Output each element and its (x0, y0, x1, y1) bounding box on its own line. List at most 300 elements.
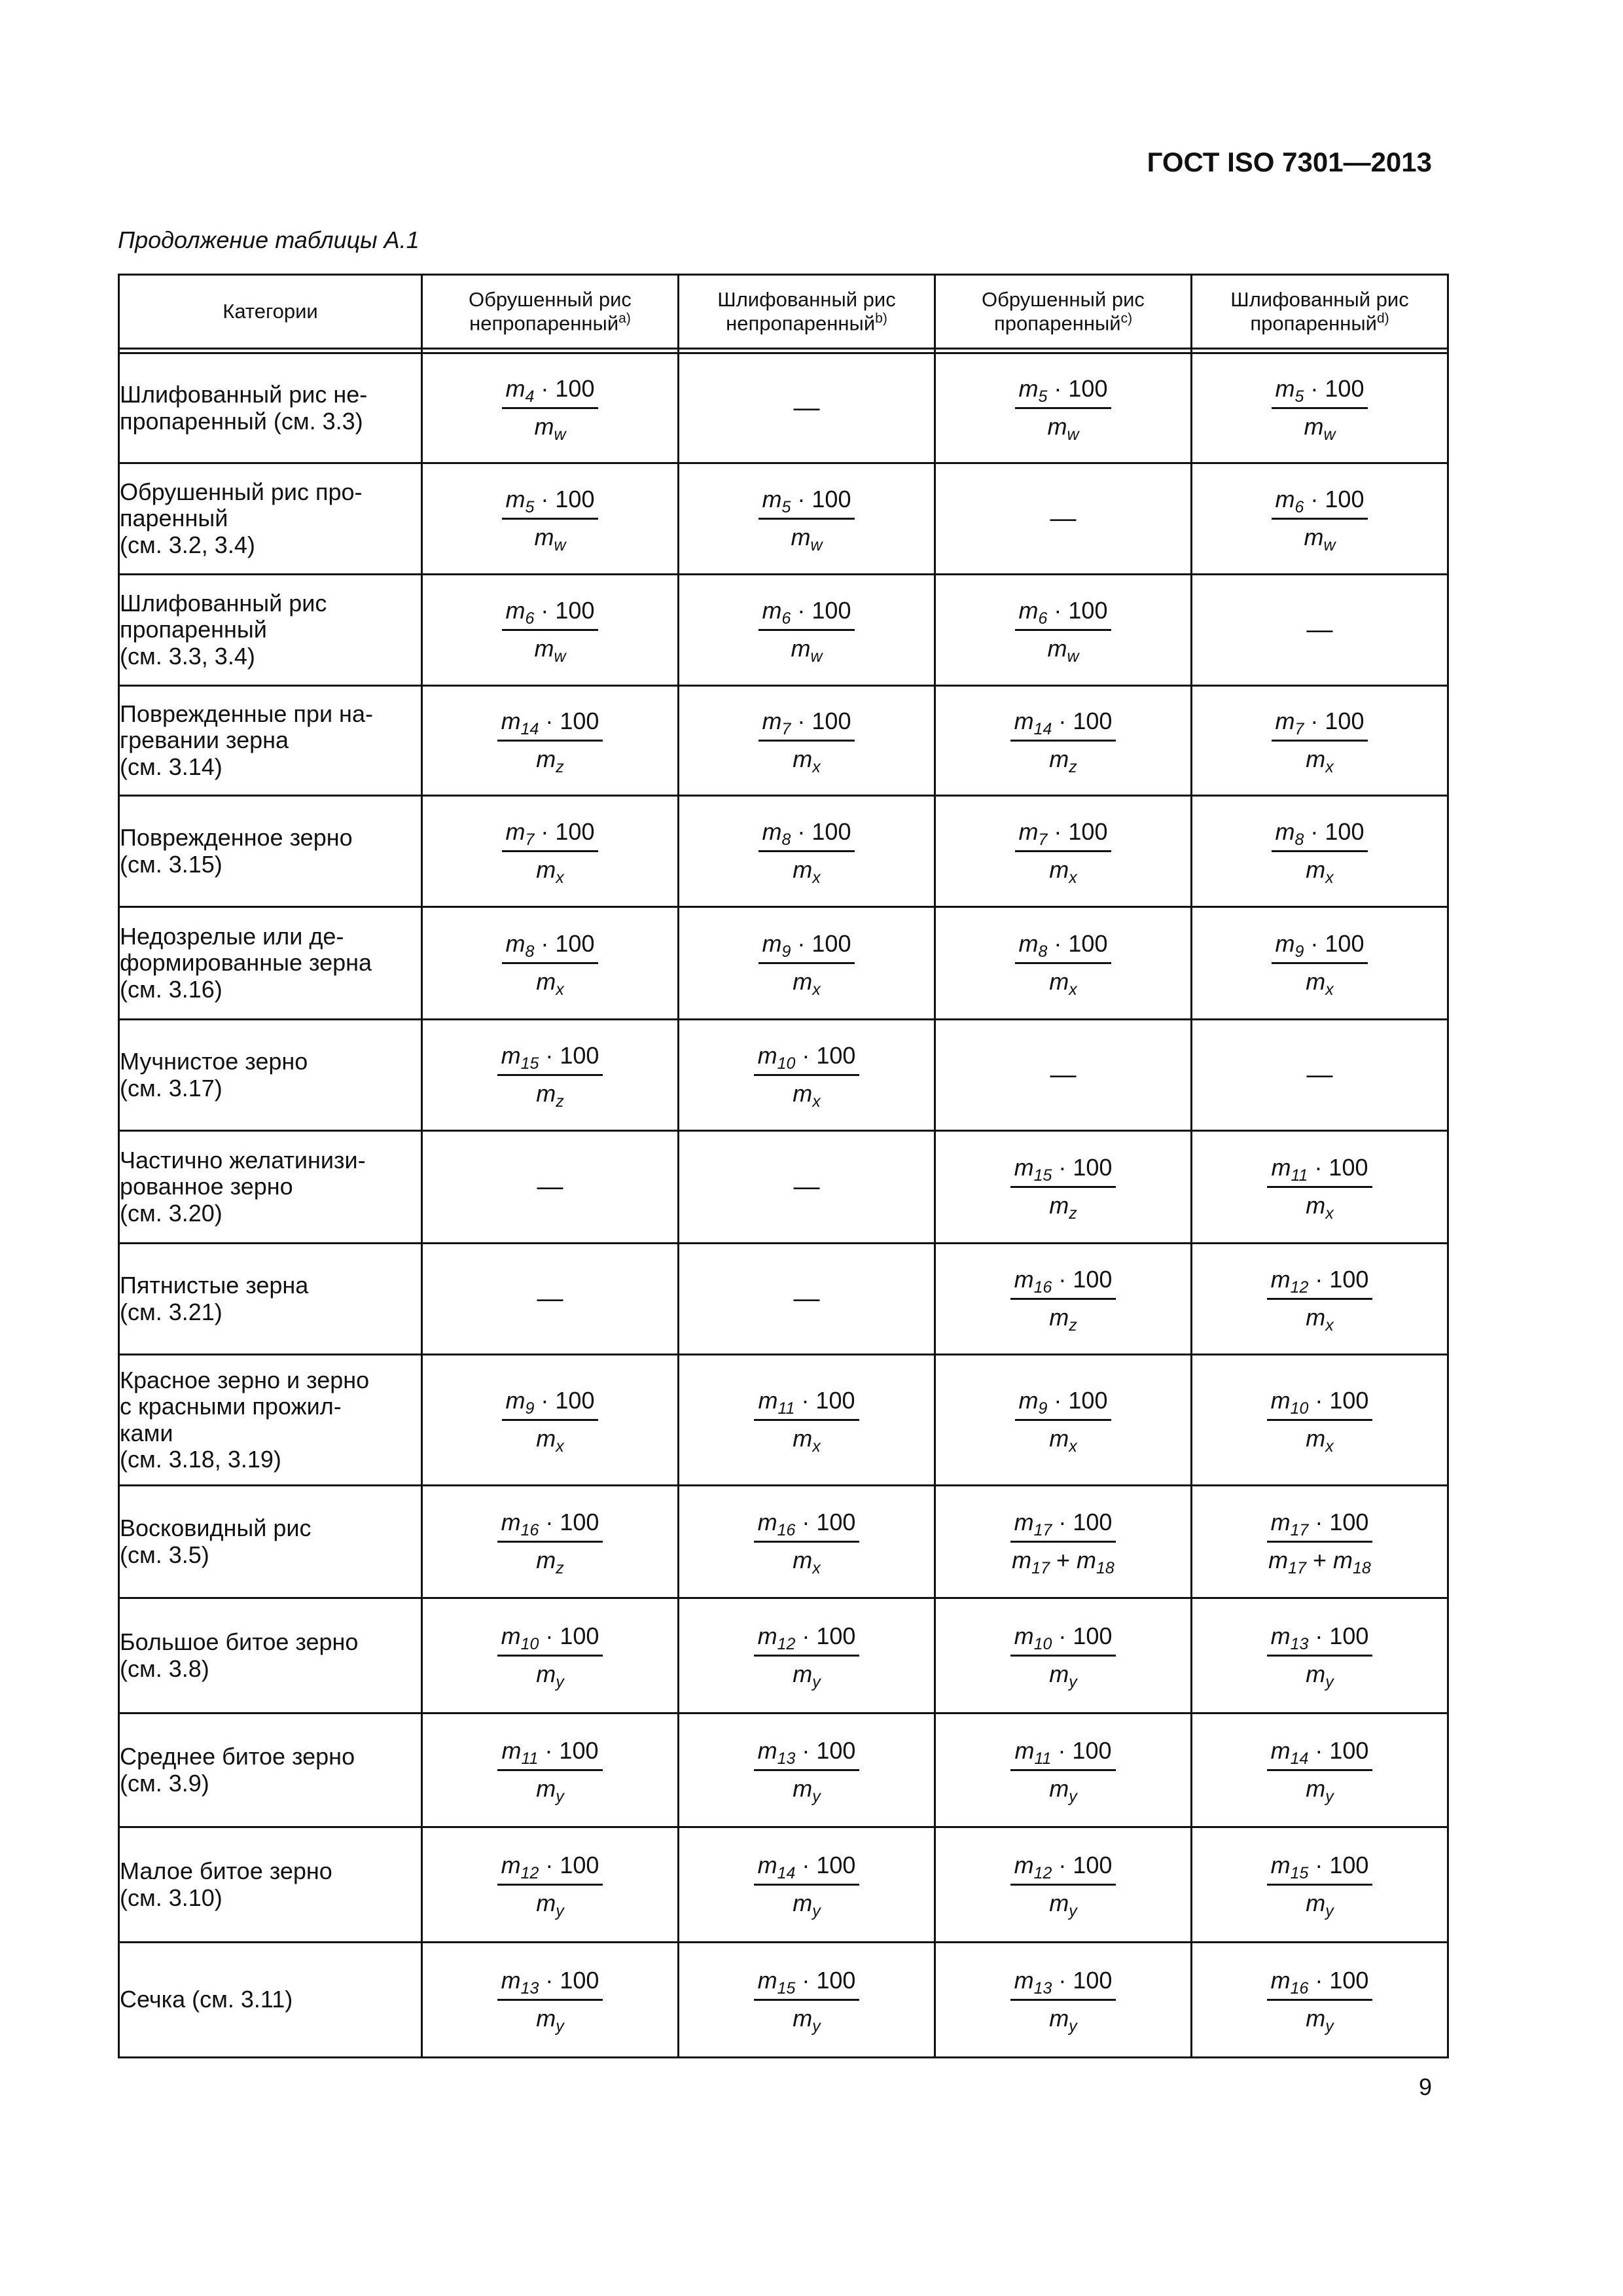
variable: m (1275, 818, 1295, 846)
variable: m (1049, 1660, 1069, 1687)
numerator (754, 1621, 860, 1657)
subscript: y (1069, 1902, 1077, 1920)
formula-cell (1192, 796, 1448, 907)
multiplier: · 100 (1308, 1852, 1369, 1879)
multiplier: · 100 (539, 1623, 599, 1650)
subscript: x (1325, 1316, 1334, 1335)
denominator (789, 852, 825, 886)
fraction (1010, 1736, 1115, 1804)
category-cell: Обрушенный рис про- паренный (см. 3.2, 3.4) (119, 463, 422, 575)
subscript: y (1325, 1787, 1334, 1806)
subscript: y (1069, 1787, 1077, 1806)
empty-dash: — (1306, 615, 1333, 644)
category-cell: Мучнистое зерно (см. 3.17) (119, 1020, 422, 1131)
footnote-marker: a) (618, 311, 631, 327)
multiplier: · 100 (1308, 1967, 1369, 1994)
subscript: y (812, 1787, 821, 1806)
subscript: 10 (1290, 1399, 1309, 1418)
fraction (1267, 1736, 1373, 1804)
variable: m (505, 1387, 526, 1414)
multiplier: · 100 (1052, 1266, 1113, 1293)
subscript: 11 (1034, 1749, 1052, 1768)
variable: m (1049, 745, 1069, 772)
category-cell: Среднее битое зерно (см. 3.9) (119, 1713, 422, 1827)
fraction (1010, 1850, 1116, 1919)
fraction (502, 929, 599, 997)
denominator (532, 852, 568, 886)
numerator (497, 1041, 603, 1076)
variable: m (793, 1547, 813, 1573)
formula-cell (679, 353, 935, 463)
formula-cell (679, 1486, 935, 1598)
formula-cell (1192, 1598, 1448, 1713)
numerator (1015, 1386, 1112, 1421)
fraction (502, 484, 599, 553)
numerator (758, 484, 855, 520)
variable: m (793, 1775, 813, 1802)
numerator (758, 596, 855, 631)
formula-cell (1192, 1131, 1448, 1244)
category-cell: Частично желатинизи- рованное зерно (см. 3.20) (119, 1131, 422, 1244)
formula-cell (1192, 1244, 1448, 1355)
multiplier: · 100 (791, 930, 851, 958)
table-row (119, 1713, 1448, 1827)
category-cell: Шлифованный рис пропаренный (см. 3.3, 3.4) (119, 575, 422, 686)
multiplier: · 100 (795, 1509, 856, 1536)
variable: m (501, 1042, 521, 1069)
variable: m (536, 1775, 556, 1802)
multiplier: · 100 (1052, 1967, 1113, 1994)
variable: m (1270, 1623, 1291, 1650)
variable: m (793, 1425, 813, 1452)
numerator (497, 1621, 603, 1657)
variable: m (1049, 2005, 1069, 2032)
variable: m (534, 635, 554, 662)
formula-cell (935, 907, 1192, 1020)
multiplier: · 100 (795, 1737, 856, 1765)
variable: m (1275, 486, 1295, 513)
denominator (789, 1543, 825, 1576)
subscript: x (556, 869, 564, 887)
variable: m (1306, 1660, 1326, 1687)
multiplier: · 100 (539, 708, 599, 735)
denominator (1300, 520, 1339, 553)
subscript: 9 (1294, 942, 1304, 961)
denominator (1045, 964, 1081, 997)
subscript: x (1325, 758, 1334, 776)
variable: m (536, 856, 556, 883)
column-header-0 (119, 275, 422, 349)
numerator (1272, 374, 1368, 409)
variable: m (757, 1852, 777, 1879)
variable: m (534, 524, 554, 550)
footnote-marker: d) (1376, 311, 1389, 327)
subscript: w (554, 536, 566, 554)
multiplier: · 100 (1308, 1387, 1369, 1414)
numerator (1010, 1621, 1116, 1657)
subscript: 15 (777, 1979, 796, 1998)
variable: m (1014, 1154, 1034, 1181)
table-row (119, 1244, 1448, 1355)
formula-cell (422, 463, 679, 575)
category-cell: Большое битое зерно (см. 3.8) (119, 1598, 422, 1713)
page-number: 9 (1418, 2073, 1432, 2100)
header-separator (119, 349, 1448, 353)
multiplier: · 100 (1304, 708, 1364, 735)
empty-dash: — (793, 393, 820, 422)
denominator (789, 1771, 825, 1804)
subscript: 9 (525, 1399, 535, 1418)
denominator (532, 1886, 568, 1919)
variable: m (1304, 413, 1324, 440)
multiplier: · 100 (794, 1387, 855, 1414)
multiplier: · 100 (795, 1042, 856, 1069)
subscript: 15 (1033, 1166, 1052, 1185)
denominator (1302, 742, 1338, 775)
numerator (502, 374, 599, 409)
subscript: z (1069, 1316, 1077, 1335)
denominator (1045, 2001, 1081, 2034)
variable: m (793, 968, 813, 995)
numerator (1267, 1153, 1372, 1188)
formula-cell (935, 1598, 1192, 1713)
fraction (1267, 1965, 1373, 2034)
subscript: 7 (525, 831, 535, 850)
subscript: 13 (1290, 1635, 1309, 1654)
denominator (787, 520, 826, 553)
table-row (119, 575, 1448, 686)
denominator (1302, 2001, 1338, 2034)
subscript: 5 (525, 498, 535, 517)
variable: m (793, 745, 813, 772)
multiplier: · 100 (1047, 597, 1108, 624)
denominator (789, 1657, 825, 1690)
numerator (502, 817, 599, 852)
numerator (1010, 1736, 1115, 1771)
formula-cell (1192, 575, 1448, 686)
subscript: 5 (1294, 387, 1304, 406)
multiplier: · 100 (791, 597, 851, 624)
category-cell: Восковидный рис (см. 3.5) (119, 1486, 422, 1598)
variable: m (757, 1967, 777, 1994)
fraction (1272, 484, 1368, 553)
column-header-label: Шлифованный рис пропаренный (1230, 287, 1409, 335)
multiplier: · 100 (795, 1623, 856, 1650)
fraction (502, 374, 599, 442)
variable: m (1049, 968, 1069, 995)
numerator (1015, 596, 1112, 631)
column-header-4 (1192, 275, 1448, 349)
subscript: 10 (520, 1635, 539, 1654)
fraction (497, 1850, 603, 1919)
table-row (119, 463, 1448, 575)
formula-cell (679, 796, 935, 907)
fraction (1267, 1265, 1373, 1333)
variable: m (757, 1737, 777, 1765)
variable: m (1275, 375, 1295, 403)
formula-cell (935, 686, 1192, 796)
variable: m (793, 2005, 813, 2032)
denominator (1045, 1771, 1081, 1804)
denominator (1302, 1188, 1338, 1221)
variable: m (1306, 968, 1326, 995)
formula-cell (422, 1713, 679, 1827)
subscript: 7 (1294, 720, 1304, 739)
variable: m (1306, 745, 1326, 772)
subscript: 11 (521, 1749, 539, 1768)
variable: m (1268, 1547, 1289, 1573)
denominator (532, 964, 568, 997)
subscript: w (810, 647, 823, 666)
variable: m (1333, 1547, 1353, 1573)
denominator (532, 2001, 568, 2034)
formula-cell (1192, 1943, 1448, 2058)
formula-cell (1192, 907, 1448, 1020)
column-header-1 (422, 275, 679, 349)
fraction (1272, 374, 1368, 442)
numerator (502, 484, 599, 520)
multiplier: · 100 (534, 375, 595, 403)
numerator (1272, 817, 1368, 852)
denominator (1045, 1886, 1081, 1919)
fraction (502, 817, 599, 886)
variable: m (762, 818, 782, 846)
variable: m (501, 708, 521, 735)
variable: m (536, 1890, 556, 1916)
fraction (1272, 817, 1368, 886)
fraction (754, 1041, 860, 1109)
numerator (1272, 929, 1368, 964)
variable: m (1275, 930, 1295, 958)
fraction (497, 1507, 603, 1576)
fraction (1010, 1153, 1116, 1221)
multiplier: · 100 (1047, 930, 1108, 958)
subscript: x (1069, 1437, 1077, 1456)
subscript: 8 (781, 831, 791, 850)
footnote-marker: b) (875, 311, 887, 327)
multiplier: · 100 (1308, 1623, 1369, 1650)
subscript: 6 (1038, 609, 1048, 628)
formula-cell (935, 1355, 1192, 1486)
variable: m (501, 1967, 521, 1994)
fraction (1015, 1386, 1112, 1454)
formula-cell (679, 686, 935, 796)
numerator (1010, 1850, 1116, 1886)
numerator (497, 1850, 603, 1886)
variable: m (1014, 708, 1034, 735)
multiplier: · 100 (534, 486, 595, 513)
variable: m (1018, 1387, 1039, 1414)
subscript: 12 (777, 1635, 796, 1654)
subscript: 13 (777, 1749, 796, 1768)
variable: m (536, 745, 556, 772)
formula-cell (935, 353, 1192, 463)
subscript: x (812, 758, 821, 776)
formula-cell (1192, 463, 1448, 575)
denominator (532, 1771, 568, 1804)
numerator (758, 929, 855, 964)
formula-cell (422, 575, 679, 686)
subscript: y (1069, 2017, 1077, 2036)
denominator (1264, 1543, 1375, 1576)
subscript: 8 (525, 942, 535, 961)
variable: m (1270, 1509, 1291, 1536)
numerator (754, 1507, 860, 1543)
fraction (1015, 817, 1112, 886)
variable: m (1049, 1192, 1069, 1219)
numerator (1010, 1507, 1116, 1543)
subscript: y (556, 1673, 564, 1691)
variable: m (1306, 2005, 1326, 2032)
subscript: y (556, 2017, 564, 2036)
category-cell: Шлифованный рис не- пропаренный (см. 3.3) (119, 353, 422, 463)
variable: m (505, 375, 526, 403)
variable: m (762, 708, 782, 735)
formula-cell (1192, 1020, 1448, 1131)
fraction (754, 1507, 860, 1576)
variable: m (1077, 1547, 1097, 1573)
denominator (1302, 1421, 1338, 1454)
denominator (1043, 631, 1082, 664)
multiplier: · 100 (1052, 1623, 1113, 1650)
denominator (1302, 1771, 1338, 1804)
multiplier: · 100 (1047, 375, 1108, 403)
multiplier: · 100 (1052, 1852, 1113, 1879)
denominator (1045, 1421, 1081, 1454)
fraction (1010, 1265, 1116, 1333)
category-cell: Пятнистые зерна (см. 3.21) (119, 1244, 422, 1355)
subscript: 12 (1033, 1864, 1052, 1883)
variable: m (1049, 1890, 1069, 1916)
category-cell: Сечка (см. 3.11) (119, 1943, 422, 2058)
variable: m (1306, 1890, 1326, 1916)
subscript: x (1069, 980, 1077, 999)
category-cell: Поврежденное зерно (см. 3.15) (119, 796, 422, 907)
table-row (119, 796, 1448, 907)
multiplier: · 100 (1304, 930, 1364, 958)
numerator (1267, 1265, 1373, 1300)
multiplier: · 100 (1047, 818, 1108, 846)
variable: m (1275, 708, 1295, 735)
formula-cell (422, 1827, 679, 1943)
table-row (119, 1131, 1448, 1244)
multiplier: · 100 (1304, 486, 1364, 513)
fraction (497, 706, 603, 775)
denominator (1302, 852, 1338, 886)
fraction (1267, 1850, 1373, 1919)
formula-cell (679, 1020, 935, 1131)
denominator (1302, 1657, 1338, 1690)
subscript: 18 (1353, 1559, 1371, 1577)
numerator (1267, 1621, 1373, 1657)
numerator (754, 1386, 859, 1421)
formula-cell (679, 1943, 935, 2058)
numerator (758, 706, 855, 742)
formula-cell (1192, 1355, 1448, 1486)
numerator (1267, 1850, 1373, 1886)
formula-cell (422, 1943, 679, 2058)
table-row (119, 1486, 1448, 1598)
table-caption: Продолжение таблицы А.1 (118, 226, 419, 253)
variable: m (1018, 597, 1039, 624)
formula-cell (679, 1827, 935, 1943)
table-row (119, 353, 1448, 463)
denominator (532, 1657, 568, 1690)
subscript: y (812, 2017, 821, 2036)
subscript: 13 (1033, 1979, 1052, 1998)
denominator (1302, 964, 1338, 997)
multiplier: · 100 (1052, 1509, 1113, 1536)
variable: m (1049, 1304, 1069, 1331)
fraction (497, 1736, 602, 1804)
variable: m (1270, 1967, 1291, 1994)
fraction (1267, 1386, 1373, 1454)
subscript: y (1325, 1902, 1334, 1920)
denominator (1045, 1300, 1081, 1333)
denominator (789, 2001, 825, 2034)
fraction (1272, 706, 1368, 775)
formula-cell (935, 796, 1192, 907)
subscript: y (812, 1902, 821, 1920)
variable: m (536, 968, 556, 995)
denominator (787, 631, 826, 664)
subscript: 7 (1038, 831, 1048, 850)
variable: m (793, 1890, 813, 1916)
fraction (754, 1736, 860, 1804)
formula-cell (1192, 1827, 1448, 1943)
variable: m (536, 1660, 556, 1687)
denominator (1045, 852, 1081, 886)
variable: m (1014, 1852, 1034, 1879)
formula-cell (935, 1244, 1192, 1355)
numerator (1010, 1965, 1116, 2001)
formula-cell (1192, 353, 1448, 463)
subscript: x (812, 1437, 821, 1456)
empty-dash: — (793, 1284, 820, 1313)
formula-cell (422, 1486, 679, 1598)
fraction (758, 817, 855, 886)
variable: m (762, 597, 782, 624)
footnote-marker: c) (1120, 311, 1133, 327)
formula-cell (422, 1355, 679, 1486)
multiplier: · 100 (1051, 1737, 1112, 1765)
variable: m (791, 524, 811, 550)
empty-dash: — (1306, 1060, 1333, 1089)
subscript: x (812, 869, 821, 887)
multiplier: · 100 (534, 930, 595, 958)
denominator (530, 631, 569, 664)
subscript: 9 (1038, 1399, 1048, 1418)
numerator (502, 596, 599, 631)
fraction (497, 1965, 603, 2034)
variable: m (1306, 1775, 1326, 1802)
empty-dash: — (1050, 504, 1077, 533)
multiplier: · 100 (1308, 1737, 1369, 1765)
numerator (1272, 706, 1368, 742)
variable: m (536, 1080, 556, 1107)
formula-cell (422, 796, 679, 907)
table-row (119, 686, 1448, 796)
subscript: 15 (520, 1054, 539, 1073)
subscript: 10 (1033, 1635, 1052, 1654)
subscript: y (1069, 1673, 1077, 1691)
fraction (754, 1621, 860, 1690)
subscript: 6 (525, 609, 535, 628)
numerator (1010, 706, 1116, 742)
denominator (532, 1076, 568, 1109)
category-cell: Недозрелые или де- формированные зерна (см. 3.16) (119, 907, 422, 1020)
variable: m (793, 1080, 813, 1107)
